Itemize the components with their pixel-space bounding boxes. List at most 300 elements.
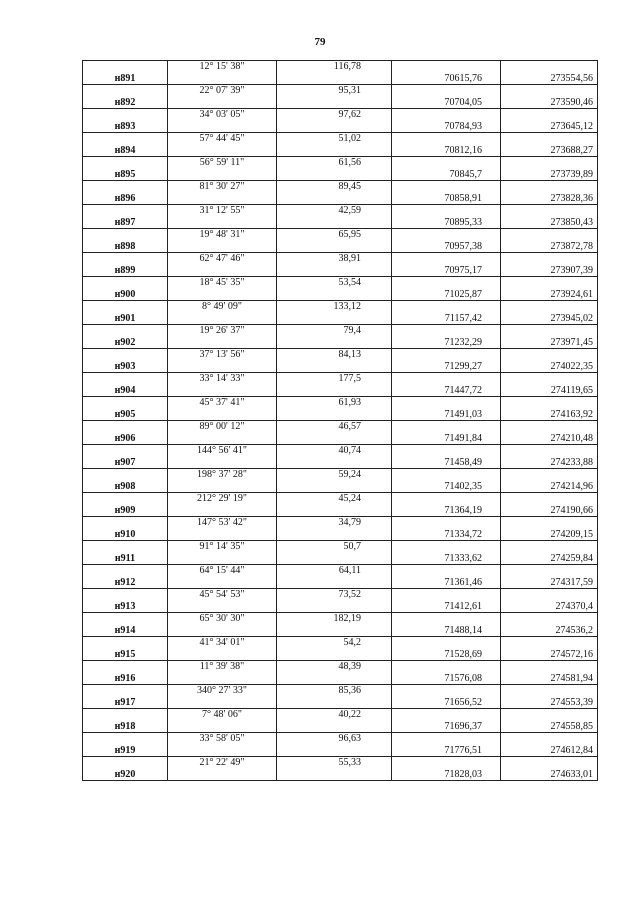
- y-coordinate-cell: [501, 493, 598, 505]
- distance-cell: 54,2: [277, 637, 392, 649]
- point-row: [83, 697, 598, 709]
- point-name-cell: [83, 589, 168, 601]
- x-coordinate-cell: [392, 157, 501, 169]
- y-coordinate-cell: 273945,02: [501, 313, 598, 325]
- y-coordinate-cell: [501, 709, 598, 721]
- y-coordinate-cell: [501, 157, 598, 169]
- direction-angle-cell: [168, 217, 277, 229]
- direction-angle-cell: [168, 697, 277, 709]
- distance-cell: 61,93: [277, 397, 392, 409]
- point-row: [83, 97, 598, 109]
- direction-angle-cell: 45° 37' 41": [168, 397, 277, 409]
- y-coordinate-cell: 273590,46: [501, 97, 598, 109]
- distance-cell: 46,57: [277, 421, 392, 433]
- direction-angle-cell: [168, 289, 277, 301]
- direction-angle-cell: 19° 26' 37": [168, 325, 277, 337]
- y-coordinate-cell: 274022,35: [501, 361, 598, 373]
- x-coordinate-cell: 71412,61: [392, 601, 501, 613]
- distance-cell: 45,24: [277, 493, 392, 505]
- segment-row: [83, 301, 598, 313]
- point-row: [83, 649, 598, 661]
- y-coordinate-cell: [501, 421, 598, 433]
- point-name-cell: [83, 493, 168, 505]
- y-coordinate-cell: [501, 757, 598, 769]
- point-name-cell: н903: [83, 361, 168, 373]
- distance-cell: 59,24: [277, 469, 392, 481]
- x-coordinate-cell: [392, 85, 501, 97]
- direction-angle-cell: [168, 577, 277, 589]
- point-name-cell: [83, 277, 168, 289]
- segment-row: [83, 349, 598, 361]
- x-coordinate-cell: 70845,7: [392, 169, 501, 181]
- direction-angle-cell: 7° 48' 06": [168, 709, 277, 721]
- point-row: [83, 529, 598, 541]
- x-coordinate-cell: 71491,84: [392, 433, 501, 445]
- direction-angle-cell: 37° 13' 56": [168, 349, 277, 361]
- point-name-cell: [83, 157, 168, 169]
- point-name-cell: н906: [83, 433, 168, 445]
- y-coordinate-cell: 273850,43: [501, 217, 598, 229]
- point-name-cell: [83, 253, 168, 265]
- direction-angle-cell: [168, 553, 277, 565]
- x-coordinate-cell: 70812,16: [392, 145, 501, 157]
- point-row: [83, 433, 598, 445]
- point-name-cell: [83, 517, 168, 529]
- x-coordinate-cell: 70957,38: [392, 241, 501, 253]
- distance-cell: [277, 289, 392, 301]
- x-coordinate-cell: 71776,51: [392, 745, 501, 757]
- point-name-cell: [83, 709, 168, 721]
- x-coordinate-cell: [392, 397, 501, 409]
- point-row: [83, 721, 598, 733]
- y-coordinate-cell: [501, 541, 598, 553]
- distance-cell: [277, 769, 392, 781]
- x-coordinate-cell: [392, 181, 501, 193]
- distance-cell: [277, 433, 392, 445]
- segment-row: [83, 469, 598, 481]
- distance-cell: 64,11: [277, 565, 392, 577]
- point-name-cell: [83, 61, 168, 73]
- y-coordinate-cell: 274214,96: [501, 481, 598, 493]
- x-coordinate-cell: [392, 205, 501, 217]
- segment-row: [83, 445, 598, 457]
- x-coordinate-cell: 70858,91: [392, 193, 501, 205]
- distance-cell: [277, 337, 392, 349]
- segment-row: [83, 157, 598, 169]
- direction-angle-cell: [168, 337, 277, 349]
- distance-cell: 177,5: [277, 373, 392, 385]
- distance-cell: 38,91: [277, 253, 392, 265]
- point-name-cell: [83, 301, 168, 313]
- x-coordinate-cell: [392, 757, 501, 769]
- point-name-cell: [83, 469, 168, 481]
- distance-cell: [277, 457, 392, 469]
- distance-cell: 97,62: [277, 109, 392, 121]
- point-name-cell: н900: [83, 289, 168, 301]
- x-coordinate-cell: 71361,46: [392, 577, 501, 589]
- segment-row: [83, 613, 598, 625]
- point-row: [83, 337, 598, 349]
- y-coordinate-cell: [501, 661, 598, 673]
- distance-cell: 40,22: [277, 709, 392, 721]
- point-name-cell: [83, 349, 168, 361]
- distance-cell: 73,52: [277, 589, 392, 601]
- y-coordinate-cell: [501, 349, 598, 361]
- x-coordinate-cell: [392, 565, 501, 577]
- point-name-cell: [83, 85, 168, 97]
- point-name-cell: н910: [83, 529, 168, 541]
- x-coordinate-cell: 71364,19: [392, 505, 501, 517]
- x-coordinate-cell: 71528,69: [392, 649, 501, 661]
- direction-angle-cell: [168, 505, 277, 517]
- distance-cell: [277, 385, 392, 397]
- point-name-cell: н896: [83, 193, 168, 205]
- segment-row: [83, 541, 598, 553]
- y-coordinate-cell: 274612,84: [501, 745, 598, 757]
- point-name-cell: [83, 613, 168, 625]
- point-row: [83, 457, 598, 469]
- page-number: 79: [314, 36, 326, 48]
- y-coordinate-cell: 274259,84: [501, 553, 598, 565]
- direction-angle-cell: 31° 12' 55": [168, 205, 277, 217]
- y-coordinate-cell: [501, 517, 598, 529]
- y-coordinate-cell: 274558,85: [501, 721, 598, 733]
- x-coordinate-cell: 71299,27: [392, 361, 501, 373]
- direction-angle-cell: [168, 601, 277, 613]
- segment-row: [83, 205, 598, 217]
- y-coordinate-cell: [501, 229, 598, 241]
- direction-angle-cell: 19° 48' 31": [168, 229, 277, 241]
- y-coordinate-cell: [501, 325, 598, 337]
- x-coordinate-cell: [392, 493, 501, 505]
- direction-angle-cell: 34° 03' 05": [168, 109, 277, 121]
- x-coordinate-cell: 71491,03: [392, 409, 501, 421]
- direction-angle-cell: [168, 409, 277, 421]
- y-coordinate-cell: [501, 85, 598, 97]
- point-row: [83, 409, 598, 421]
- y-coordinate-cell: [501, 109, 598, 121]
- point-name-cell: [83, 397, 168, 409]
- direction-angle-cell: 41° 34' 01": [168, 637, 277, 649]
- direction-angle-cell: 212° 29' 19": [168, 493, 277, 505]
- direction-angle-cell: [168, 433, 277, 445]
- point-name-cell: н893: [83, 121, 168, 133]
- direction-angle-cell: [168, 73, 277, 85]
- point-name-cell: [83, 757, 168, 769]
- x-coordinate-cell: [392, 421, 501, 433]
- point-name-cell: н905: [83, 409, 168, 421]
- x-coordinate-cell: [392, 613, 501, 625]
- y-coordinate-cell: [501, 277, 598, 289]
- point-name-cell: [83, 181, 168, 193]
- point-row: [83, 73, 598, 85]
- direction-angle-cell: 62° 47' 46": [168, 253, 277, 265]
- point-row: [83, 169, 598, 181]
- point-row: [83, 625, 598, 637]
- x-coordinate-cell: [392, 469, 501, 481]
- distance-cell: 84,13: [277, 349, 392, 361]
- x-coordinate-cell: [392, 445, 501, 457]
- segment-row: [83, 85, 598, 97]
- direction-angle-cell: [168, 97, 277, 109]
- point-name-cell: н892: [83, 97, 168, 109]
- point-name-cell: н902: [83, 337, 168, 349]
- point-name-cell: н917: [83, 697, 168, 709]
- segment-row: [83, 661, 598, 673]
- distance-cell: 48,39: [277, 661, 392, 673]
- y-coordinate-cell: [501, 685, 598, 697]
- direction-angle-cell: 147° 53' 42": [168, 517, 277, 529]
- point-row: [83, 505, 598, 517]
- x-coordinate-cell: 71157,42: [392, 313, 501, 325]
- distance-cell: 53,54: [277, 277, 392, 289]
- direction-angle-cell: [168, 361, 277, 373]
- x-coordinate-cell: [392, 589, 501, 601]
- distance-cell: [277, 73, 392, 85]
- segment-row: [83, 397, 598, 409]
- direction-angle-cell: [168, 457, 277, 469]
- point-name-cell: [83, 445, 168, 457]
- distance-cell: 50,7: [277, 541, 392, 553]
- y-coordinate-cell: [501, 637, 598, 649]
- point-name-cell: н904: [83, 385, 168, 397]
- distance-cell: [277, 145, 392, 157]
- segment-row: [83, 733, 598, 745]
- y-coordinate-cell: 273554,56: [501, 73, 598, 85]
- distance-cell: [277, 313, 392, 325]
- point-row: [83, 577, 598, 589]
- y-coordinate-cell: 274233,88: [501, 457, 598, 469]
- direction-angle-cell: 11° 39' 38": [168, 661, 277, 673]
- distance-cell: 40,74: [277, 445, 392, 457]
- x-coordinate-cell: [392, 637, 501, 649]
- x-coordinate-cell: [392, 517, 501, 529]
- distance-cell: [277, 601, 392, 613]
- segment-row: [83, 637, 598, 649]
- direction-angle-cell: [168, 481, 277, 493]
- point-name-cell: н891: [83, 73, 168, 85]
- direction-angle-cell: 57° 44' 45": [168, 133, 277, 145]
- x-coordinate-cell: 70975,17: [392, 265, 501, 277]
- segment-row: [83, 229, 598, 241]
- direction-angle-cell: [168, 745, 277, 757]
- point-name-cell: [83, 685, 168, 697]
- y-coordinate-cell: 273645,12: [501, 121, 598, 133]
- distance-cell: [277, 481, 392, 493]
- direction-angle-cell: 65° 30' 30": [168, 613, 277, 625]
- direction-angle-cell: [168, 169, 277, 181]
- distance-cell: [277, 505, 392, 517]
- distance-cell: 61,56: [277, 157, 392, 169]
- x-coordinate-cell: 71656,52: [392, 697, 501, 709]
- y-coordinate-cell: 274572,16: [501, 649, 598, 661]
- segment-row: [83, 325, 598, 337]
- point-name-cell: [83, 637, 168, 649]
- point-row: [83, 121, 598, 133]
- x-coordinate-cell: [392, 349, 501, 361]
- y-coordinate-cell: [501, 397, 598, 409]
- point-name-cell: н901: [83, 313, 168, 325]
- point-row: [83, 553, 598, 565]
- y-coordinate-cell: 273971,45: [501, 337, 598, 349]
- y-coordinate-cell: 273907,39: [501, 265, 598, 277]
- y-coordinate-cell: 274370,4: [501, 601, 598, 613]
- point-name-cell: н915: [83, 649, 168, 661]
- x-coordinate-cell: [392, 325, 501, 337]
- direction-angle-cell: 56° 59' 11": [168, 157, 277, 169]
- point-name-cell: н913: [83, 601, 168, 613]
- distance-cell: 89,45: [277, 181, 392, 193]
- y-coordinate-cell: 274209,15: [501, 529, 598, 541]
- x-coordinate-cell: [392, 61, 501, 73]
- distance-cell: [277, 121, 392, 133]
- direction-angle-cell: [168, 721, 277, 733]
- x-coordinate-cell: [392, 709, 501, 721]
- distance-cell: 116,78: [277, 61, 392, 73]
- point-row: [83, 241, 598, 253]
- distance-cell: [277, 97, 392, 109]
- x-coordinate-cell: [392, 301, 501, 313]
- y-coordinate-cell: 274210,48: [501, 433, 598, 445]
- distance-cell: 96,63: [277, 733, 392, 745]
- y-coordinate-cell: [501, 301, 598, 313]
- distance-cell: 51,02: [277, 133, 392, 145]
- x-coordinate-cell: [392, 373, 501, 385]
- point-name-cell: [83, 565, 168, 577]
- point-name-cell: н911: [83, 553, 168, 565]
- direction-angle-cell: 340° 27' 33": [168, 685, 277, 697]
- segment-row: [83, 181, 598, 193]
- direction-angle-cell: 18° 45' 35": [168, 277, 277, 289]
- direction-angle-cell: 33° 58' 05": [168, 733, 277, 745]
- point-row: [83, 673, 598, 685]
- direction-angle-cell: 64° 15' 44": [168, 565, 277, 577]
- y-coordinate-cell: 273688,27: [501, 145, 598, 157]
- y-coordinate-cell: 274633,01: [501, 769, 598, 781]
- x-coordinate-cell: 71488,14: [392, 625, 501, 637]
- point-name-cell: н909: [83, 505, 168, 517]
- distance-cell: [277, 241, 392, 253]
- distance-cell: 55,33: [277, 757, 392, 769]
- direction-angle-cell: [168, 385, 277, 397]
- x-coordinate-cell: 70704,05: [392, 97, 501, 109]
- segment-row: [83, 493, 598, 505]
- point-row: [83, 289, 598, 301]
- segment-row: [83, 517, 598, 529]
- segment-row: [83, 709, 598, 721]
- distance-cell: 34,79: [277, 517, 392, 529]
- point-row: [83, 769, 598, 781]
- point-row: [83, 601, 598, 613]
- y-coordinate-cell: 274581,94: [501, 673, 598, 685]
- segment-row: [83, 421, 598, 433]
- distance-cell: [277, 625, 392, 637]
- direction-angle-cell: 81° 30' 27": [168, 181, 277, 193]
- distance-cell: 42,59: [277, 205, 392, 217]
- point-name-cell: н920: [83, 769, 168, 781]
- y-coordinate-cell: 274190,66: [501, 505, 598, 517]
- x-coordinate-cell: [392, 661, 501, 673]
- segment-row: [83, 109, 598, 121]
- direction-angle-cell: 8° 49' 09": [168, 301, 277, 313]
- y-coordinate-cell: 274163,92: [501, 409, 598, 421]
- direction-angle-cell: [168, 145, 277, 157]
- distance-cell: [277, 409, 392, 421]
- point-name-cell: н916: [83, 673, 168, 685]
- point-name-cell: н894: [83, 145, 168, 157]
- y-coordinate-cell: 273739,89: [501, 169, 598, 181]
- distance-cell: [277, 529, 392, 541]
- distance-cell: [277, 553, 392, 565]
- x-coordinate-cell: [392, 109, 501, 121]
- point-name-cell: [83, 733, 168, 745]
- distance-cell: [277, 697, 392, 709]
- distance-cell: [277, 361, 392, 373]
- direction-angle-cell: [168, 529, 277, 541]
- y-coordinate-cell: 274536,2: [501, 625, 598, 637]
- x-coordinate-cell: 70784,93: [392, 121, 501, 133]
- segment-row: [83, 589, 598, 601]
- x-coordinate-cell: 71333,62: [392, 553, 501, 565]
- x-coordinate-cell: [392, 733, 501, 745]
- y-coordinate-cell: [501, 133, 598, 145]
- point-name-cell: [83, 133, 168, 145]
- x-coordinate-cell: [392, 541, 501, 553]
- segment-row: [83, 373, 598, 385]
- y-coordinate-cell: [501, 253, 598, 265]
- direction-angle-cell: [168, 625, 277, 637]
- distance-cell: 133,12: [277, 301, 392, 313]
- point-name-cell: [83, 541, 168, 553]
- x-coordinate-cell: [392, 277, 501, 289]
- x-coordinate-cell: 71334,72: [392, 529, 501, 541]
- x-coordinate-cell: 70615,76: [392, 73, 501, 85]
- direction-angle-cell: 91° 14' 35": [168, 541, 277, 553]
- y-coordinate-cell: [501, 181, 598, 193]
- x-coordinate-cell: 71232,29: [392, 337, 501, 349]
- segment-row: [83, 277, 598, 289]
- y-coordinate-cell: [501, 733, 598, 745]
- coordinates-table: [82, 60, 598, 781]
- point-name-cell: н898: [83, 241, 168, 253]
- direction-angle-cell: 12° 15' 38": [168, 61, 277, 73]
- x-coordinate-cell: 71458,49: [392, 457, 501, 469]
- direction-angle-cell: 198° 37' 28": [168, 469, 277, 481]
- point-name-cell: [83, 229, 168, 241]
- point-name-cell: н912: [83, 577, 168, 589]
- direction-angle-cell: 33° 14' 33": [168, 373, 277, 385]
- y-coordinate-cell: 273924,61: [501, 289, 598, 301]
- direction-angle-cell: [168, 265, 277, 277]
- distance-cell: [277, 169, 392, 181]
- distance-cell: [277, 745, 392, 757]
- point-name-cell: [83, 661, 168, 673]
- point-name-cell: [83, 205, 168, 217]
- y-coordinate-cell: 274317,59: [501, 577, 598, 589]
- x-coordinate-cell: 71447,72: [392, 385, 501, 397]
- point-name-cell: н899: [83, 265, 168, 277]
- point-row: [83, 265, 598, 277]
- point-row: [83, 313, 598, 325]
- direction-angle-cell: [168, 313, 277, 325]
- y-coordinate-cell: 273872,78: [501, 241, 598, 253]
- segment-row: [83, 253, 598, 265]
- y-coordinate-cell: [501, 61, 598, 73]
- point-row: [83, 481, 598, 493]
- direction-angle-cell: [168, 193, 277, 205]
- point-name-cell: [83, 421, 168, 433]
- point-name-cell: [83, 325, 168, 337]
